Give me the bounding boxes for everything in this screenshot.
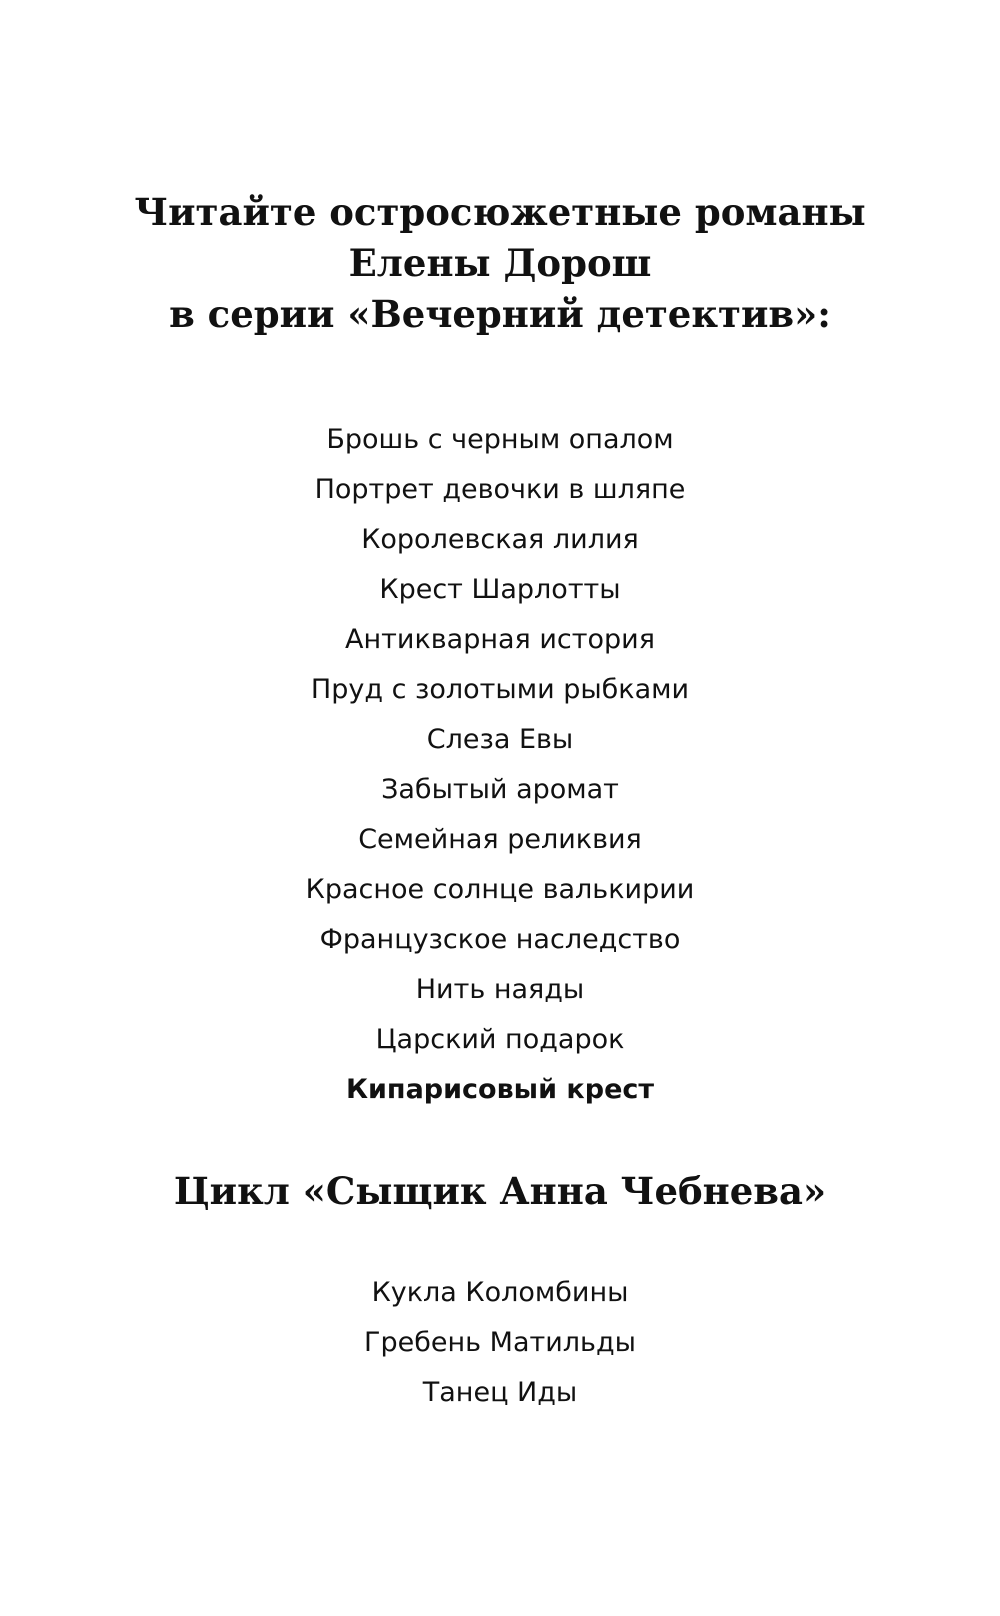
series-book-list [0, 415, 1000, 1115]
book-title: Семейная реликвия [358, 824, 642, 855]
book-title: Забытый аромат [381, 774, 619, 805]
book-title: Пруд с золотыми рыбками [310, 674, 690, 705]
book-title: Портрет девочки в шляпе [314, 474, 686, 505]
book-title: Брошь с черным опалом [326, 424, 674, 455]
book-title: Нить наяды [415, 974, 585, 1005]
book-title: Кукла Коломбины [371, 1277, 629, 1308]
book-title: Царский подарок [375, 1024, 625, 1055]
book-title: Гребень Матильды [364, 1327, 636, 1358]
book-title: Французское наследство [319, 924, 681, 955]
page-heading [0, 187, 1000, 340]
book-title: Красное солнце валькирии [305, 874, 695, 905]
book-title: Крест Шарлотты [379, 574, 621, 605]
heading-line: Елены Дорош [348, 241, 652, 285]
cycle-book-list [0, 1268, 1000, 1418]
heading-line: в серии «Вечерний детектив»: [169, 292, 831, 336]
current-book-title: Кипарисовый крест [345, 1074, 655, 1105]
heading-line: Читайте остросюжетные романы [134, 190, 866, 234]
book-title: Танец Иды [422, 1377, 578, 1408]
book-title: Слеза Евы [426, 724, 574, 755]
book-title: Антикварная история [345, 624, 655, 655]
cycle-heading: Цикл «Сыщик Анна Чебнева» [173, 1169, 827, 1213]
book-title: Королевская лилия [361, 524, 639, 555]
